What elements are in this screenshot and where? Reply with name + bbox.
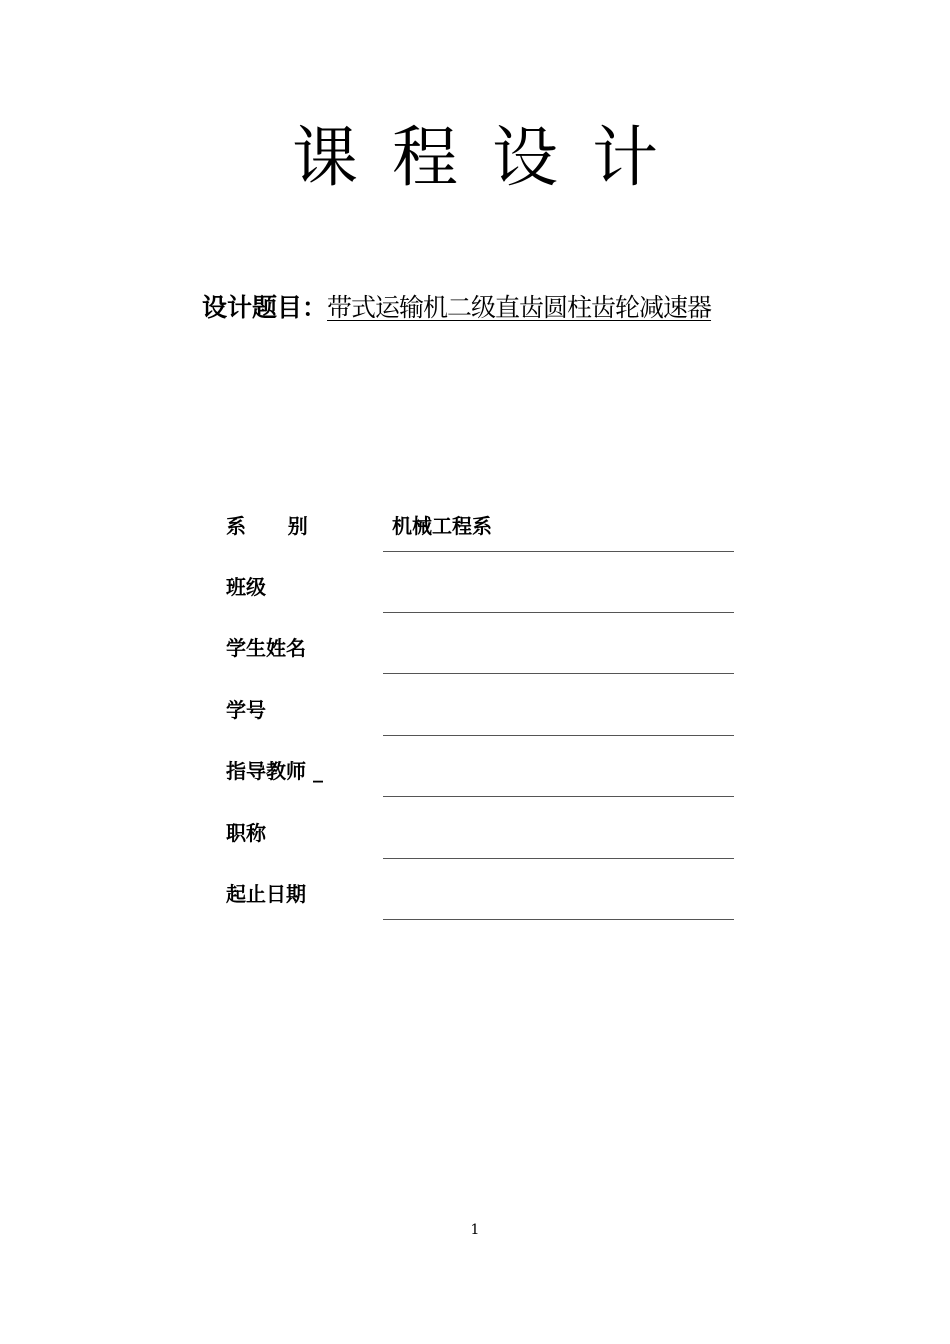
field-label: 职称 xyxy=(226,821,266,845)
field-label: 班级 xyxy=(226,575,266,599)
page-number: 1 xyxy=(470,1222,480,1238)
field-class xyxy=(0,571,950,633)
field-student-id xyxy=(0,694,950,756)
field-underline xyxy=(383,919,734,920)
field-supervisor xyxy=(0,755,950,817)
field-date-range xyxy=(0,878,950,940)
field-label: 学号 xyxy=(226,698,266,722)
field-label: 起止日期 xyxy=(226,882,306,906)
field-student-name xyxy=(0,632,950,694)
field-department xyxy=(0,510,950,572)
subject-label: 设计题目： xyxy=(202,293,328,322)
field-underline xyxy=(383,612,734,613)
field-label: 指导教师 _ xyxy=(226,759,323,783)
field-title xyxy=(0,817,950,879)
field-underline xyxy=(383,551,734,552)
field-value: 机械工程系 xyxy=(392,514,492,538)
field-label: 学生姓名 xyxy=(226,636,306,660)
design-subject xyxy=(202,290,711,326)
field-label: 系 别 xyxy=(226,514,308,538)
field-underline xyxy=(383,796,734,797)
field-underline xyxy=(383,858,734,859)
field-underline xyxy=(383,673,734,674)
subject-value: 带式运输机二级直齿圆柱齿轮减速器 xyxy=(327,293,712,322)
field-underline xyxy=(383,735,734,736)
page-title: 课程设计 xyxy=(292,119,692,196)
